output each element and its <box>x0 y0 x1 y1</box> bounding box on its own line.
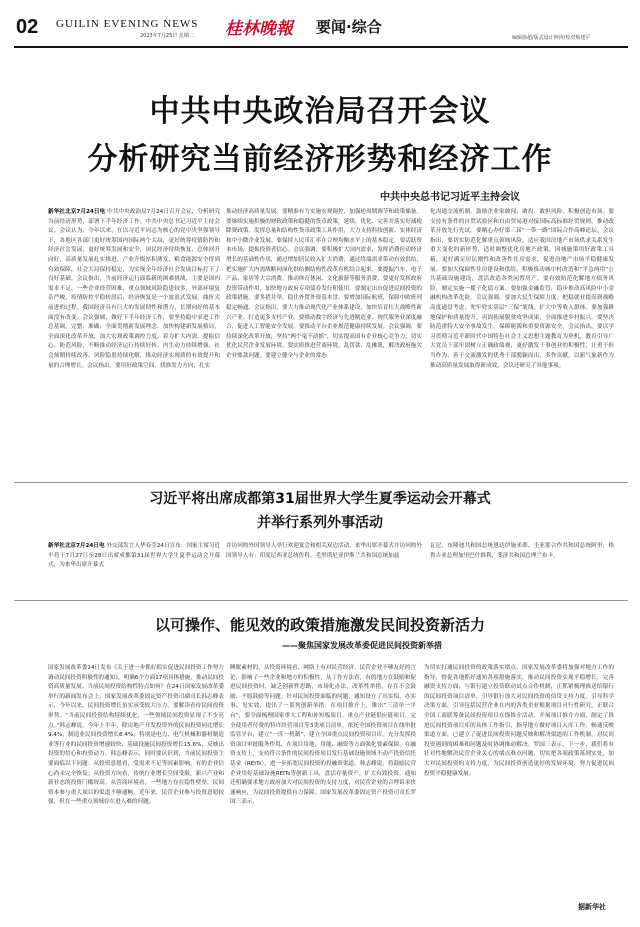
separator-2 <box>14 600 628 601</box>
article1-title-line2: 分析研究当前经济形势和经济工作 <box>87 142 553 177</box>
article1-subtitle: 中共中央总书记习近平主持会议 <box>380 192 520 203</box>
article1-col1-text: 中共中央政治局7月24日召开会议，分析研究当前经济形势，部署下半年经济工作。中共中央总书记习近平主持会议。会议认为，今年以来，在以习近平同志为核心的党中央坚强领导下，各地区各部门更好统筹国内国际两个大局，更好统筹疫情防控和经济社会发展，更好统筹发展和安全，国民经济持续恢复、总体回升向好，高质量发展扎实推进，产业升级厚积薄发，粮食能源安全得到有效保障，社会大局保持稳定，为实现全年经济社会发展目标打下了良好基础。会议指出，当前经济运行面临新的困难挑战，主要是国内需求不足，一些企业经营困难，重点领域风险隐患较多，外部环境复杂严峻。疫情防控平稳转段后，经济恢复是一个波浪式发展、曲折式前进的过程。我国经济具有巨大的发展韧性和潜力，长期向好的基本面没有改变。会议强调，做好下半年经济工作，要坚持稳中求进工作总基调，完整、准确、全面贯彻新发展理念，加快构建新发展格局，全面深化改革开放，加大宏观政策调控力度，着力扩大内需、提振信心、防范风险，不断推动经济运行持续好转、内生动力持续增强、社会预期持续改善、风险隐患持续化解，推动经济实现质的有效提升和量的合理增长。会议指出，要用好政策空间、找准发力方向，扎实 <box>48 209 220 369</box>
article3-column-3: 为切实打通民间投资的政策落实堵点，国家发展改革委将加强对地方工作的指导，督促各地抓好通知各项措施落实，推动民间投资实现平稳增长。完善融资支持方面，与银行建立投贷联动试点合作机制，正抓紧梳理推送给银行的民间投资项目清单，引导银行加大对民间投资的信贷支持力度。引导科学决策方面，引导包括民营企业在内的各类企业根据项目可行性研究，正联合全国工商联筹备民间投资项目在线推介活动。开展项目推介方面，制定了推进民间投资项目库的具体工作指引，指导地方做好项目入库工作。畅通反映渠道方面，已建立了促进民间投资问题反映和解决渠道的工作机制，对民间投资遇到的困难和问题及时协调推动解决。罗国三表示，下一步，我们将有针对性地解决民营企业关心的堵点难点问题，切实把各项政策落到实处，加大对民间投资的支持力度，为民间投资创造更好的发展环境，努力促进民间投资平稳健康发展。 <box>424 665 614 777</box>
masthead-rule <box>14 46 628 48</box>
article2-col1-text: 外交部发言人华春莹24日宣布：国家主席习近平将于7月27日至28日出席成都第31届世界大学生夏季运动会开幕式，为来华出席开幕式 <box>48 543 220 569</box>
issue-date: 2023年7月25日 星期二 <box>140 33 194 39</box>
article1-column-3: 化沟通交流机制，鼓励企业家敢闯、敢投、敢担风险，积极创造市场。要支持有条件的自贸试验区和自由贸易港对接国际高标准经贸规则，推动改革开放先行先试。要精心办好第三届“一带一路”国际合作高峰论坛。会议指出，要切实防范化解重点领域风险，适应我国房地产市场供求关系发生重大变化的新形势，适时调整优化房地产政策，因城施策用好政策工具箱，更好满足居民刚性和改善性住房需求，促进房地产市场平稳健康发展。要加大保障性住房建设和供给，积极推动城中村改造和“平急两用”公共基础设施建设，盘活改造各类闲置房产。要有效防范化解地方债务风险，制定实施一揽子化债方案。要加强金融监管，稳步推动高风险中小金融机构改革化险。会议强调，要加大民生保障力度，把稳就业提高到战略高度通盘考虑，兜牢兜实基层“三保”底线，扩大中等收入群体。要加强耕地保护和质量提升，巩固拓展脱贫攻坚成果，全面推进乡村振兴。要坚决防范重特大安全事故发生，保障能源和重要资源安全。会议指出，要以学习贯彻习近平新时代中国特色社会主义思想主题教育为契机，教育引导广大党员干部牢固树立正确政绩观，更好激发干事创业的积极性，让勇于担当作为、善于交流激发的优秀干部脱颖而出，多作贡献，以新气象新作为推动高质量发展取得新成效。会议还研究了其他事项。 <box>430 209 614 369</box>
article1-dateline: 新华社北京7月24日电 <box>48 209 106 215</box>
article1-column-2: 推动经济高质量发展。要精准有力实施宏观调控，加强逆周期调节和政策储备。要继续实施积极的财政政策和稳健的货币政策，延续、优化、完善并落实好减税降费政策，发挥总量和结构性货币政策工具作用，大力支持科技创新、实体经济和中小微企业发展。要保持人民币汇率在合理均衡水平上的基本稳定。要活跃资本市场，提振投资者信心。会议强调，要积极扩大国内需求，发挥消费拉动经济增长的基础性作用，通过增加居民收入扩大消费，通过终端需求带动有效供给，把实施扩大内需战略同深化供给侧结构性改革有机结合起来。要提振汽车、电子产品、家居等大宗消费，推动体育休闲、文化旅游等服务消费。要更好发挥政府投资带动作用，加快地方政府专项债券发行和使用。要制定出台促进民间投资的政策措施。要多措并举，稳住外贸外资基本盘。要增加国际航班，保障中欧班列稳定畅通。会议指出，要大力推动现代化产业体系建设，加快培育壮大战略性新兴产业、打造更多支柱产业。要推动数字经济与先进制造业、现代服务业深度融合，促进人工智能安全发展。要推动平台企业规范健康持续发展。会议强调，要持续深化改革开放，坚持“两个毫不动摇”，切实提高国有企业核心竞争力，切实优化民营企业发展环境。要实质推进营商环境，乱罚款、乱摊派，解决政府拖欠企业账款问题。要建立健全与企业的常态 <box>226 209 422 359</box>
separator-1 <box>14 482 628 483</box>
article1-column-1 <box>48 208 220 476</box>
article3-column-2: 睡眠素材的，从投资环境看，网络上有对民营经济、民营企业不够友好的言论，影响了一些企业和地方的积极性，从工作方法看，有的地方在鼓励和促进民间投资时，缺乏创新性思路，市场化办法，改革性举措，存在不会鼓励、不愿鼓励等问题。针对民间投资面临的问题，通知设立了出实招、办实事、见实效，提出了一系列创新举措：在项目推介上，推出“三清单一平台”，要全面梳理国家重大工程和补短板项目、重点产业链供应链项目、完全使用者付费的特许经营项目等3类项目清单，依托全国投资项目在线审批监管平台，建立“一库一机制”，建立全国重点民间投资项目库，充分发挥投资项目审批服务作用，在项目用地、用能、融资等方面强化要素保障。在融资支持上，支持符合条件的民间投资项目发行基础设施领域不动产投资信托基金（REITs），进一步拓宽民间投资的投融资渠道。韩志峰说，将鼓励民营企业用好基础设施REITs等创新工具，盘活存量资产，扩大有效投资。通知还明确要求地方政府加大对民间投资的支持力度，对民营企业的合理诉求快速响应，为民间投资提供有力保障。国家发展改革委固定资产投资司司长罗国三表示， <box>230 665 416 806</box>
article2-column-2: 并访问的外国领导人举行欢迎宴会和相关双边活动。来华出席开幕式并访问的外国领导人有：印度尼西亚总统佐科、毛里塔尼亚伊斯兰共和国总统加兹 <box>226 543 422 559</box>
editor-credits: 编辑徐超/版式设计钟涛/校对叛建平 <box>512 35 591 41</box>
article2-title-line1: 习近平将出席成都第31届世界大学生夏季运动会开幕式 <box>149 491 491 507</box>
page-number: 02 <box>16 16 39 38</box>
paper-name-en: GUILIN EVENING NEWS <box>56 18 199 30</box>
article3-signoff: 据新华社 <box>578 903 606 911</box>
article3-deck: ——聚焦国家发展改革委促进民间投资新举措 <box>282 641 442 650</box>
article2-dateline: 新华社北京7月24日电 <box>48 543 105 549</box>
section-title: 要闻·综合 <box>316 18 382 36</box>
paper-logo: 桂林晚報 <box>225 19 293 39</box>
article2-column-3: 瓦尼、布隆迪共和国总统恩达伊施米耶、圭亚那合作共和国总统阿里、格鲁吉亚总理加里巴什维利、斐济共和国总理兰布卡。 <box>430 543 614 559</box>
article3-column-1: 国家发展改革委24日发布《关于进一步抓好抓实促进民间投资工作努力调动民间投资积极性的通知》，明确6个方面17项具体措施，推动民间投资高质量发展。当前民间投资结构性特点如何？在24日国家发展改革委举行的新闻发布会上，国家发展改革委固定资产投资司副司长韩志峰表示，今年以来，民间投资增长虽实承受较大压力，要解读看待民间投资形势。“当前民间投资结构特续优化，一些领域民间投资显现了不少亮点。”韩志峰说，今年上半年，除房地产开发投资外的民间投资同比增长9.4%，制造业民间投资增长8.4%，特别是电力、电气机械和器材制造业等行业的民间投资增速较快，基础设施民间投资增长15.6%，反映出投资的信心和投资动力。韩志峰表示，同时要认识到，当前民间投资主要面临以下问题：从投资意愿看，受需求不足等因素影响，有的企业信心尚未完全恢复；从投资方向看，传统行业增长空间受限，新兴产业和新业态的投资门槛较高；从营商环境看，一些地方存在隐性壁垒，民间资本参与重大项目的渠道不够通畅。近年来，民营企业参与投资意愿较强，但在一些重点领域存在进入难的问题。 <box>48 665 224 806</box>
article1-title-line1: 中共中央政治局召开会议 <box>149 94 491 129</box>
article2-title-line2: 并举行系列外事活动 <box>257 515 383 531</box>
article2-column-1 <box>48 542 220 590</box>
masthead <box>0 0 640 44</box>
article3-title: 以可操作、能见效的政策措施激发民间投资新活力 <box>154 616 485 634</box>
